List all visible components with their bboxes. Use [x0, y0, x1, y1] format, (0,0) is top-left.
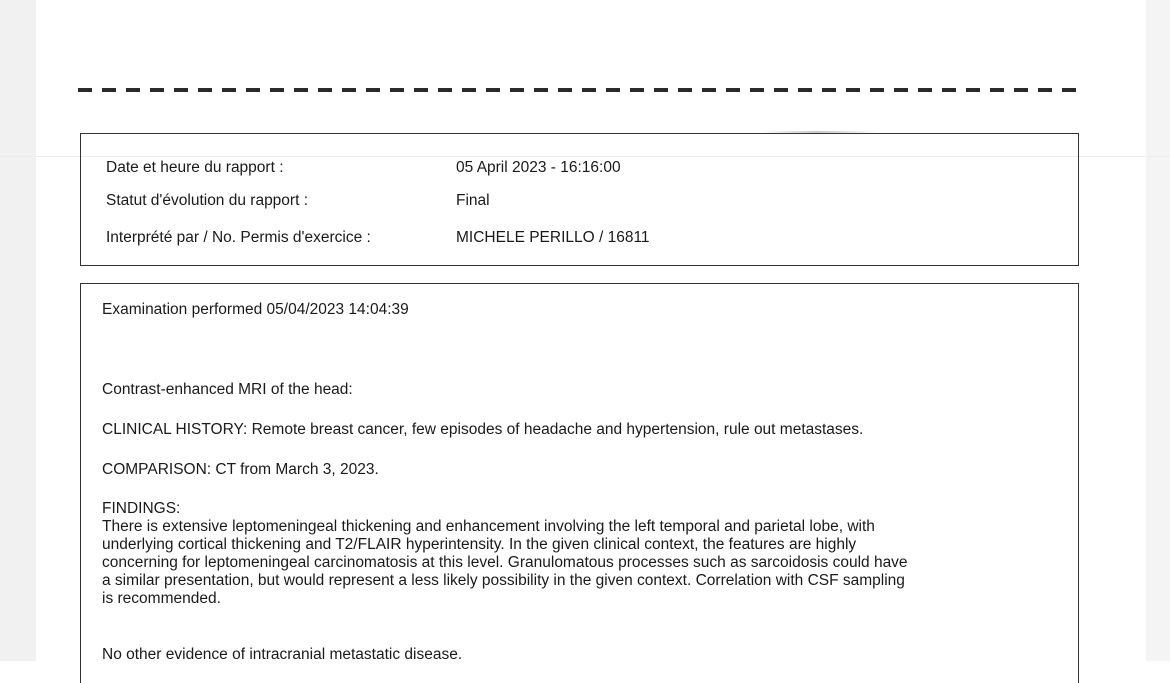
comparison: COMPARISON: CT from March 3, 2023. — [102, 461, 379, 478]
report-body-box — [80, 283, 1079, 683]
info-label: Statut d'évolution du rapport : — [106, 192, 309, 209]
left-margin-strip — [0, 0, 36, 661]
info-value: Final — [456, 192, 490, 209]
procedure-title: Contrast-enhanced MRI of the head: — [102, 381, 353, 398]
findings-text: There is extensive leptomeningeal thickening and enhancement involving the left temporal and parietal lobe, with underlying cortical thickening and T2/FLAIR hyperintensity. In the given clinical context, the features are highly concerning for leptomeningeal carcinomatosis at this level. Granulomatous processes such as sarcoidosis could have a similar presentation, but would represent a less likely possibility in the given context. Correlation with CSF sampling is recommended. — [102, 518, 908, 607]
report-info-box — [80, 133, 1079, 266]
exam-performed: Examination performed 05/04/2023 14:04:39 — [102, 301, 409, 318]
right-margin-strip — [1146, 0, 1170, 661]
info-value: 05 April 2023 - 16:16:00 — [456, 159, 621, 176]
info-value: MICHELE PERILLO / 16811 — [456, 229, 650, 246]
clinical-history: CLINICAL HISTORY: Remote breast cancer, few episodes of headache and hypertension, rule out metastases. — [102, 421, 864, 438]
info-label: Interprété par / No. Permis d'exercice : — [106, 229, 371, 246]
findings-heading: FINDINGS: — [102, 500, 181, 517]
findings-section — [102, 500, 1072, 608]
dashed-separator — [78, 88, 1082, 92]
no-other-evidence: No other evidence of intracranial metastatic disease. — [102, 646, 463, 663]
info-label: Date et heure du rapport : — [106, 159, 284, 176]
